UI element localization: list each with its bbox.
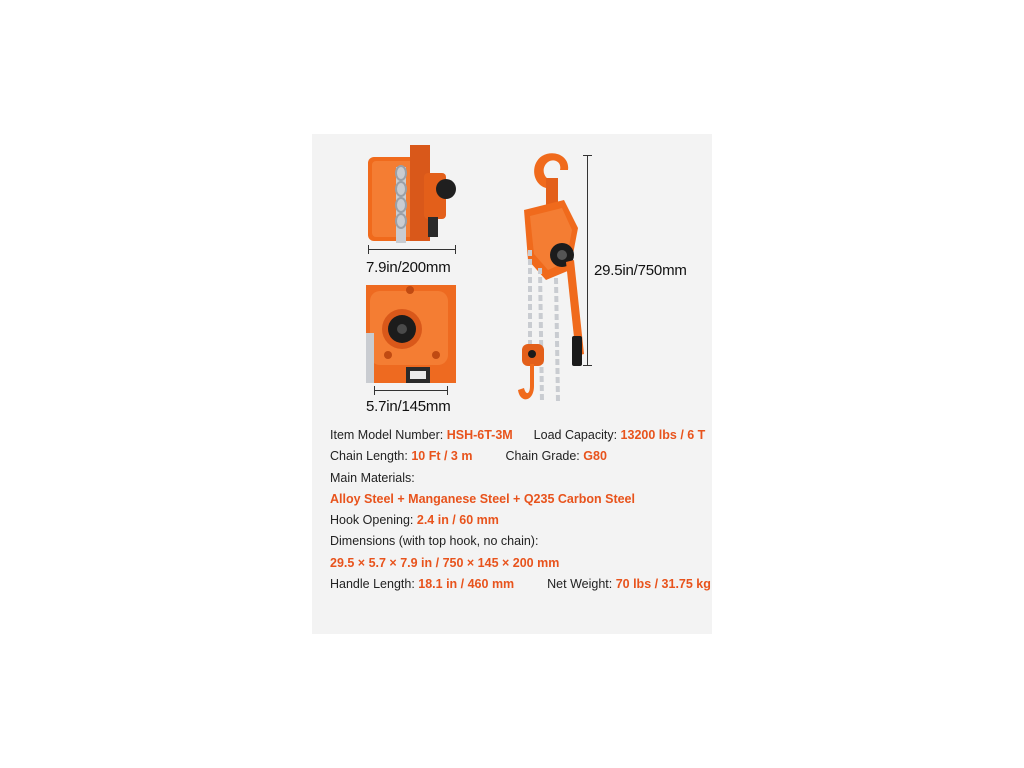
depth-tick-right (447, 386, 448, 395)
spec-row-chain (330, 446, 710, 467)
hook-label: Hook Opening: (330, 513, 414, 528)
weight-value: 70 lbs / 31.75 kg (615, 577, 711, 592)
height-label: 29.5in/750mm (594, 262, 687, 279)
spec-list (330, 425, 710, 595)
dimensions-value: 29.5 × 5.7 × 7.9 in / 750 × 145 × 200 mm (330, 555, 560, 570)
materials-label: Main Materials: (330, 470, 415, 485)
hoist-closeup-photo (366, 285, 456, 383)
depth-label: 5.7in/145mm (366, 398, 451, 415)
depth-dimension-line (374, 390, 448, 391)
dimensions-label: Dimensions (with top hook, no chain): (330, 534, 539, 549)
depth-tick-left (374, 386, 375, 395)
handle-value: 18.1 in / 460 mm (418, 577, 515, 592)
side-width-label: 7.9in/200mm (366, 259, 451, 276)
height-tick-top (583, 155, 592, 156)
hoist-full-view-photo (512, 150, 588, 410)
handle-label: Handle Length: (330, 577, 415, 592)
model-label: Item Model Number: (330, 428, 444, 442)
chain-length-label: Chain Length: (330, 449, 408, 464)
hoist-side-view-photo (366, 143, 458, 243)
spec-row-dimensions-label (330, 531, 710, 552)
weight-label: Net Weight: (547, 577, 613, 592)
side-width-tick-left (368, 245, 369, 254)
height-dimension-line (587, 155, 588, 366)
materials-value: Alloy Steel + Manganese Steel + Q235 Carbon Steel (330, 491, 635, 506)
side-width-dimension-line (368, 249, 456, 250)
capacity-value: 13200 lbs / 6 T (620, 428, 706, 442)
height-tick-bottom (583, 365, 592, 366)
hook-value: 2.4 in / 60 mm (416, 513, 499, 528)
spec-row-model-capacity (330, 425, 710, 446)
spec-row-materials-label (330, 468, 710, 489)
chain-grade-label: Chain Grade: (505, 449, 580, 464)
side-width-tick-right (455, 245, 456, 254)
spec-row-dimensions-value (330, 553, 710, 574)
model-value: HSH-6T-3M (446, 428, 513, 442)
spec-row-hook (330, 510, 710, 531)
capacity-label: Load Capacity: (533, 428, 618, 442)
chain-grade-value: G80 (583, 449, 607, 464)
spec-row-handle-weight (330, 574, 710, 595)
chain-length-value: 10 Ft / 3 m (411, 449, 473, 464)
spec-row-materials-value (330, 489, 710, 510)
